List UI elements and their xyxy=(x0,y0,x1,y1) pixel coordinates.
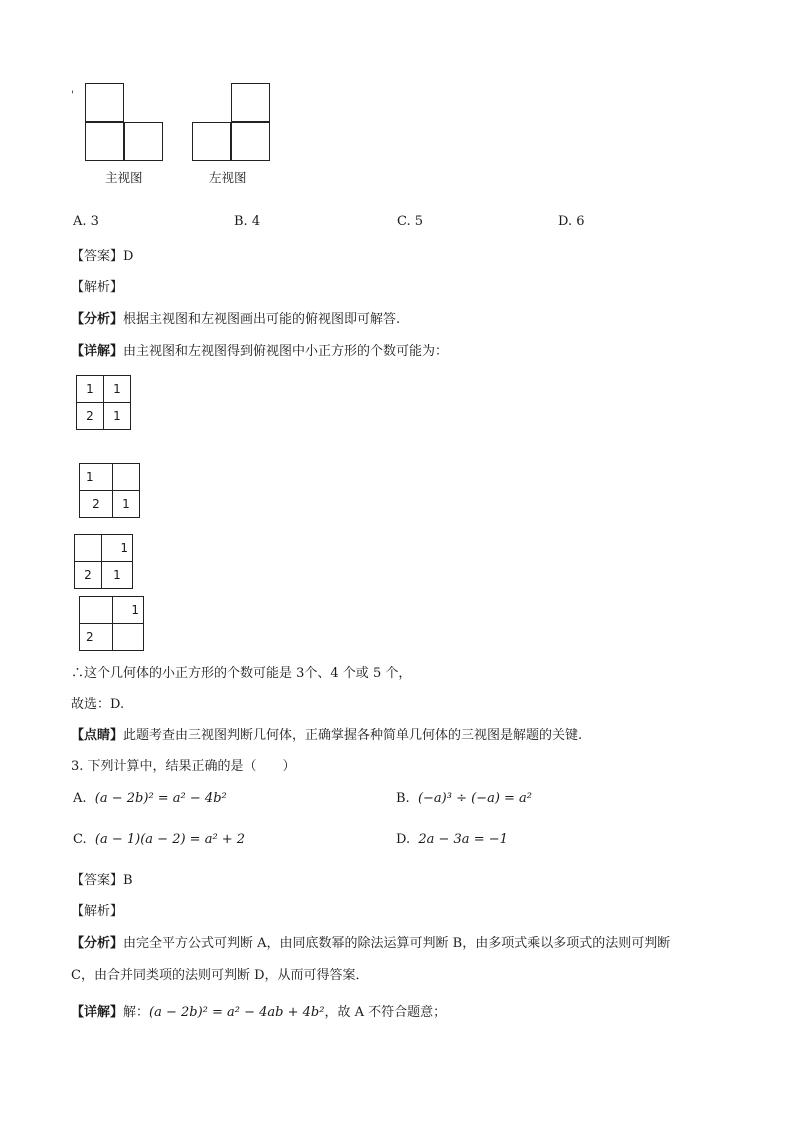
xiangjie-line xyxy=(71,340,448,359)
q3-answer: 【答案】B xyxy=(71,873,133,888)
grid-cell xyxy=(113,464,140,491)
q3-fenxi-line2: C，由合并同类项的法则可判断 D，从而可得答案． xyxy=(71,968,369,983)
grid-cell: 2 xyxy=(80,491,113,518)
conclusion: ∴这个几何体的小正方形的个数可能是 3个、4 个或 5 个， xyxy=(71,666,412,681)
q3-option-a-math: (a − 2b)² = a² − 4b² xyxy=(94,791,227,806)
grid-cell: 1 xyxy=(102,535,133,562)
top-view-grid-3 xyxy=(74,534,133,589)
left-view-label: 左视图 xyxy=(209,170,247,185)
q3-analysis-heading: 【解析】 xyxy=(71,904,124,919)
option-b: B. 4 xyxy=(234,214,261,229)
fenxi-text: 根据主视图和左视图画出可能的俯视图即可解答. xyxy=(123,312,401,327)
grid-cell: 2 xyxy=(77,403,104,430)
analysis-heading: 【解析】 xyxy=(71,280,124,295)
answer: 【答案】D xyxy=(71,249,134,264)
front-view-label: 主视图 xyxy=(105,170,143,185)
xiangjie-text: 由主视图和左视图得到俯视图中小正方形的个数可能为： xyxy=(123,344,449,359)
q3-xiangjie-tag: 【详解】 xyxy=(71,1005,124,1020)
q3-option-c-math: (a − 1)(a − 2) = a² + 2 xyxy=(94,832,246,847)
fenxi-tag: 【分析】 xyxy=(71,312,124,327)
grid-cell: 2 xyxy=(80,624,113,651)
q3-xiangjie-suffix: ，故 A 不符合题意； xyxy=(324,1005,447,1020)
q3-fenxi-tag: 【分析】 xyxy=(71,936,124,951)
q3-option-d: D. 2a − 3a = −1 xyxy=(396,832,508,847)
option-a: A. 3 xyxy=(73,214,99,229)
q3-xiangjie-line xyxy=(71,1001,446,1020)
fenxi-line xyxy=(71,308,400,327)
grid-cell: 1 xyxy=(102,562,133,589)
option-c: C. 5 xyxy=(397,214,424,229)
choice: 故选：D. xyxy=(71,697,125,712)
grid-cell xyxy=(80,597,113,624)
q3-option-d-math: 2a − 3a = −1 xyxy=(418,832,508,847)
grid-cell xyxy=(75,535,102,562)
q3-xiangjie-prefix: 解： xyxy=(123,1005,150,1020)
q3-fenxi-line xyxy=(71,932,670,951)
grid-cell: 1 xyxy=(80,464,113,491)
grid-cell xyxy=(113,624,144,651)
left-view-square xyxy=(192,122,231,161)
grid-cell: 1 xyxy=(77,376,104,403)
tick-mark: ' xyxy=(71,90,74,101)
grid-cell: 2 xyxy=(75,562,102,589)
q3-stem: 3. 下列计算中，结果正确的是（ ） xyxy=(71,759,296,774)
q3-xiangjie-math: (a − 2b)² = a² − 4ab + 4b² xyxy=(149,1005,325,1020)
grid-cell: 1 xyxy=(113,491,140,518)
front-view-square xyxy=(85,83,124,122)
option-d: D. 6 xyxy=(558,214,585,229)
top-view-grid-2 xyxy=(79,463,140,518)
q3-fenxi-text: 由完全平方公式可判断 A，由同底数幂的除法运算可判断 B，由多项式乘以多项式的法则可判断 xyxy=(123,936,671,951)
left-view-square xyxy=(231,122,270,161)
top-view-grid-4 xyxy=(79,596,144,651)
q3-option-a: A. (a − 2b)² = a² − 4b² xyxy=(73,791,227,806)
xiangjie-tag: 【详解】 xyxy=(71,344,124,359)
grid-cell: 1 xyxy=(113,597,144,624)
q3-option-c: C. (a − 1)(a − 2) = a² + 2 xyxy=(73,832,246,847)
dianjing-tag: 【点睛】 xyxy=(71,728,124,743)
front-view-square xyxy=(124,122,163,161)
q3-option-b: B. (−a)³ ÷ (−a) = a² xyxy=(396,791,533,806)
grid-cell: 1 xyxy=(104,403,131,430)
top-view-grid-1 xyxy=(76,375,131,430)
left-view-square xyxy=(231,83,270,122)
front-view-square xyxy=(85,122,124,161)
q3-option-b-math: (−a)³ ÷ (−a) = a² xyxy=(417,791,533,806)
grid-cell: 1 xyxy=(104,376,131,403)
dianjing-text: 此题考查由三视图判断几何体，正确掌握各种简单几何体的三视图是解题的关键. xyxy=(123,728,583,743)
dianjing-line xyxy=(71,724,582,743)
